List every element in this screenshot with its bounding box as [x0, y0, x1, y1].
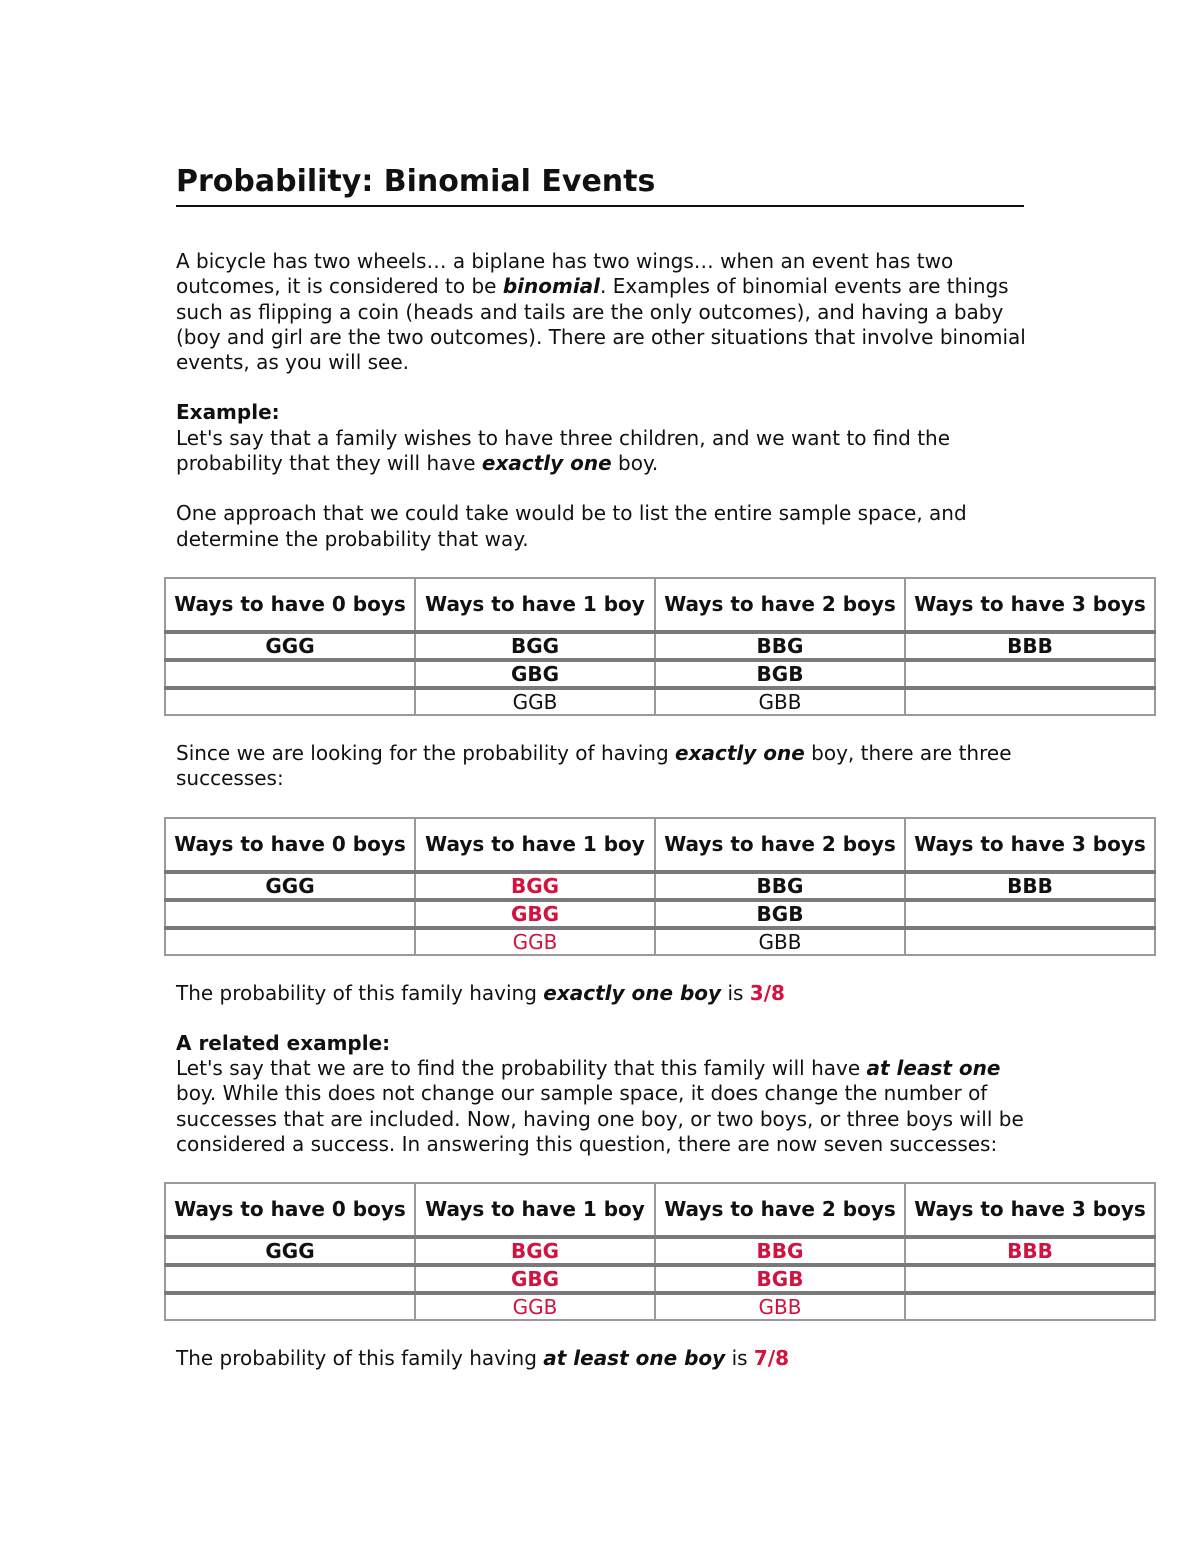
- table-cell: GBB: [655, 928, 905, 955]
- table-cell: [905, 660, 1155, 688]
- example-emphasis: exactly one: [481, 451, 612, 476]
- table-cell: GBB: [655, 688, 905, 715]
- example-paragraph: [176, 426, 1026, 477]
- result2-text: The probability of this family having: [176, 1346, 544, 1371]
- table-cell: GGB: [415, 1293, 655, 1320]
- result1-value: 3/8: [749, 980, 785, 1005]
- column-header: Ways to have 3 boys: [905, 818, 1155, 872]
- column-header: Ways to have 3 boys: [905, 1183, 1155, 1237]
- table-cell: BBB: [905, 632, 1155, 660]
- table-cell: GBB: [655, 1293, 905, 1320]
- table-cell: [165, 928, 415, 955]
- table-cell: GGB: [415, 928, 655, 955]
- result-exactly-one: [176, 981, 1026, 1006]
- column-header: Ways to have 3 boys: [905, 578, 1155, 632]
- table-cell: [165, 900, 415, 928]
- table-row: [165, 1293, 1155, 1320]
- result1-text: The probability of this family having: [176, 980, 544, 1005]
- table-cell: GGG: [165, 872, 415, 900]
- table-cell: [165, 1293, 415, 1320]
- result-at-least-one: [176, 1346, 1026, 1371]
- table-row: [165, 1265, 1155, 1293]
- approach-paragraph: One approach that we could take would be to list the entire sample space, and determine the probability that way.: [176, 501, 967, 551]
- table-cell: BGB: [655, 900, 905, 928]
- column-header: Ways to have 1 boy: [415, 1183, 655, 1237]
- table-cell: GBG: [415, 1265, 655, 1293]
- table-row: [165, 872, 1155, 900]
- column-header: Ways to have 2 boys: [655, 1183, 905, 1237]
- column-header: Ways to have 2 boys: [655, 818, 905, 872]
- table-cell: [165, 660, 415, 688]
- table-cell: BGG: [415, 1237, 655, 1265]
- sample-space-table: [164, 577, 1156, 716]
- table-row: [165, 632, 1155, 660]
- table-cell: [165, 1265, 415, 1293]
- table-cell: GBG: [415, 660, 655, 688]
- table-cell: BBG: [655, 872, 905, 900]
- table-cell: [905, 900, 1155, 928]
- table-cell: BBB: [905, 1237, 1155, 1265]
- intro-text: A bicycle has two wheels… a biplane has two wings… when an event has two outcomes, it is considered to be: [176, 249, 954, 299]
- binomial-term: binomial: [502, 274, 601, 299]
- table-cell: BBG: [655, 632, 905, 660]
- table-cell: [905, 928, 1155, 955]
- table-cell: BGG: [415, 632, 655, 660]
- column-header: Ways to have 1 boy: [415, 818, 655, 872]
- related-heading: A related example:: [176, 1030, 391, 1055]
- table-cell: BBG: [655, 1237, 905, 1265]
- result2-is: is: [725, 1346, 754, 1371]
- related-paragraph: [176, 1056, 1026, 1157]
- column-header: Ways to have 1 boy: [415, 578, 655, 632]
- table-row: [165, 928, 1155, 955]
- intro-paragraph: [176, 249, 1026, 375]
- related-emphasis: at least one: [866, 1056, 1001, 1081]
- example-text-end: boy.: [611, 451, 659, 476]
- table-cell: [905, 1293, 1155, 1320]
- table-row: [165, 688, 1155, 715]
- page-title: Probability: Binomial Events: [176, 160, 1024, 207]
- table-cell: GGG: [165, 632, 415, 660]
- intro-text-rest: . Examples of binomial events are things such as flipping a coin (heads and tails are the only outcomes), and having a baby (boy and girl are the two outcomes). There are other situations that involve binomial events, as you will see.: [176, 274, 1026, 375]
- table-cell: BGG: [415, 872, 655, 900]
- table-cell: GGG: [165, 1237, 415, 1265]
- column-header: Ways to have 0 boys: [165, 578, 415, 632]
- column-header: Ways to have 0 boys: [165, 818, 415, 872]
- related-text: Let's say that we are to find the probability that this family will have: [176, 1056, 867, 1081]
- table-cell: BGB: [655, 1265, 905, 1293]
- column-header: Ways to have 0 boys: [165, 1183, 415, 1237]
- table-cell: [905, 688, 1155, 715]
- table-row: [165, 660, 1155, 688]
- table-row: [165, 900, 1155, 928]
- example-heading: Example:: [176, 400, 280, 425]
- since-paragraph: [176, 741, 1026, 792]
- table-cell: [905, 1265, 1155, 1293]
- at-least-one-boy-table: [164, 1182, 1156, 1321]
- table-cell: GGB: [415, 688, 655, 715]
- exactly-one-boy-table: [164, 817, 1156, 956]
- result1-is: is: [721, 980, 750, 1005]
- column-header: Ways to have 2 boys: [655, 578, 905, 632]
- table-row: [165, 1237, 1155, 1265]
- since-text: Since we are looking for the probability of having: [176, 740, 675, 765]
- since-emphasis: exactly one: [675, 740, 805, 765]
- table-cell: [165, 688, 415, 715]
- table-cell: BGB: [655, 660, 905, 688]
- table-cell: BBB: [905, 872, 1155, 900]
- since-text-end: boy, there are three successes:: [176, 740, 1012, 791]
- table-cell: GBG: [415, 900, 655, 928]
- result2-value: 7/8: [753, 1346, 790, 1371]
- example-text: Let's say that a family wishes to have three children, and we want to find the probability that they will have: [176, 425, 951, 476]
- result2-emphasis: at least one boy: [543, 1346, 726, 1371]
- related-text-end: boy. While this does not change our sample space, it does change the number of successes that are included. Now, having one boy, or two boys, or three boys will be considered a success. In answering this question, there are now seven successes:: [176, 1081, 1024, 1157]
- document-page: [174, 160, 1146, 1372]
- result1-emphasis: exactly one boy: [543, 980, 722, 1005]
